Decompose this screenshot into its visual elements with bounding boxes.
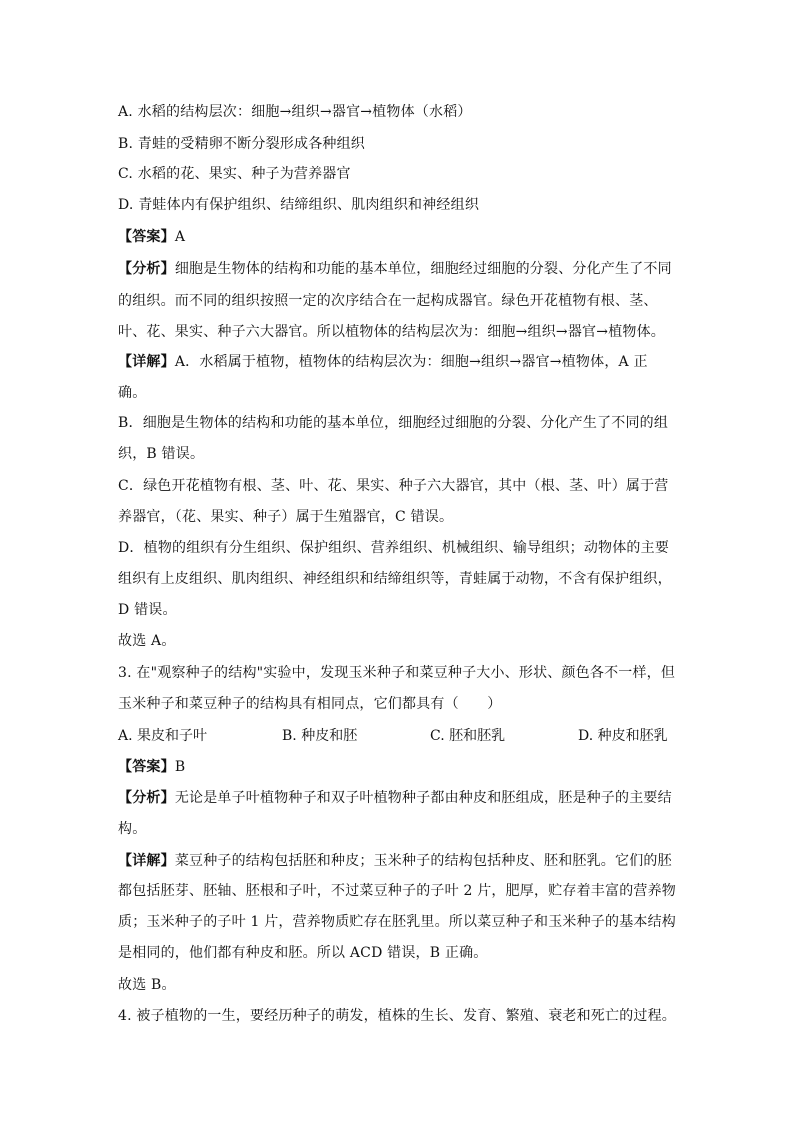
analysis-tag: 【分析】 xyxy=(118,790,175,806)
q2-option-a: A. 水稻的结构层次：细胞→组织→器官→植物体（水稻） xyxy=(118,104,472,120)
q2-answer xyxy=(118,227,185,247)
q2-detail-line-7: D．植物的组织有分生组织、保护组织、营养组织、机械组织、输导组织；动物体的主要 xyxy=(118,540,670,556)
answer-tag: 【答案】 xyxy=(118,229,175,245)
q2-option-c: C. 水稻的花、果实、种子为营养器官 xyxy=(118,166,351,182)
q3-option-b: B. 种皮和胚 xyxy=(282,728,358,744)
q2-detail-line-6: 养器官，（花、果实、种子）属于生殖器官，C 错误。 xyxy=(118,509,454,525)
q2-analysis-line-3: 叶、花、果实、种子六大器官。所以植物体的结构层次为：细胞→组织→器官→植物体。 xyxy=(118,324,665,340)
q4-stem: 4. 被子植物的一生，要经历种子的萌发，植株的生长、发育、繁殖、衰老和死亡的过程。 xyxy=(118,1008,677,1024)
q2-analysis-line-2: 的组织。而不同的组织按照一定的次序结合在一起构成器官。绿色开花植物有根、茎、 xyxy=(118,293,658,309)
q3-option-c: C. 胚和胚乳 xyxy=(430,728,506,744)
q2-detail-line-5: C．绿色开花植物有根、茎、叶、花、果实、种子六大器官，其中（根、茎、叶）属于营 xyxy=(118,478,669,494)
answer-text: A xyxy=(174,229,186,245)
q2-detail-line-9: D 错误。 xyxy=(118,602,177,618)
detail-tag: 【详解】 xyxy=(118,853,175,869)
q2-analysis-line-1: 【分析】细胞是生物体的结构和功能的基本单位，细胞经过细胞的分裂、分化产生了不同 xyxy=(118,261,672,277)
q3-stem-line-2: 玉米种子和菜豆种子的结构具有相同点，它们都具有（ ） xyxy=(118,696,502,712)
q3-stem-line-1: 3. 在"观察种子的结构"实验中，发现玉米种子和菜豆种子大小、形状、颜色各不一样，但 xyxy=(118,665,676,681)
q3-analysis-line-1: 【分析】无论是单子叶植物种子和双子叶植物种子都由种皮和胚组成，胚是种子的主要结 xyxy=(118,790,672,806)
q2-detail-line-3: B．细胞是生物体的结构和功能的基本单位，细胞经过细胞的分裂、分化产生了不同的组 xyxy=(118,415,669,431)
q2-detail-line-8: 组织有上皮组织、肌肉组织、神经组织和结缔组织等，青蛙属于动物，不含有保护组织， xyxy=(118,571,672,587)
q3-detail-line-4: 是相同的，他们都有种皮和胚。所以 ACD 错误，B 正确。 xyxy=(118,945,488,961)
q2-detail-line-1: 【详解】A．水稻属于植物，植物体的结构层次为：细胞→组织→器官→植物体，A 正 xyxy=(118,354,648,370)
q3-option-a: A. 果皮和子叶 xyxy=(118,728,208,744)
q3-detail-line-1: 【详解】菜豆种子的结构包括胚和种皮；玉米种子的结构包括种皮、胚和胚乳。它们的胚 xyxy=(118,853,672,869)
q3-detail-line-2: 都包括胚芽、胚轴、胚根和子叶，不过菜豆种子的子叶 2 片，肥厚，贮存着丰富的营养物 xyxy=(118,883,677,899)
detail-tag: 【详解】 xyxy=(118,354,175,370)
q2-choice: 故选 A。 xyxy=(118,633,176,649)
q2-option-d: D. 青蛙体内有保护组织、结缔组织、肌肉组织和神经组织 xyxy=(118,197,480,213)
q3-detail-line-3: 质；玉米种子的子叶 1 片，营养物质贮存在胚乳里。所以菜豆种子和玉米种子的基本结构 xyxy=(118,914,677,930)
q2-option-b: B. 青蛙的受精卵不断分裂形成各种组织 xyxy=(118,136,365,152)
answer-text: B xyxy=(174,759,186,775)
q3-answer xyxy=(118,757,185,777)
answer-tag: 【答案】 xyxy=(118,759,175,775)
analysis-tag: 【分析】 xyxy=(118,261,175,277)
q3-option-d: D. 种皮和胚乳 xyxy=(578,728,668,744)
q2-detail-line-4: 织，B 错误。 xyxy=(118,446,205,462)
q2-detail-line-2: 确。 xyxy=(118,385,147,401)
q3-analysis-line-2: 构。 xyxy=(118,821,147,837)
q3-choice: 故选 B。 xyxy=(118,977,176,993)
